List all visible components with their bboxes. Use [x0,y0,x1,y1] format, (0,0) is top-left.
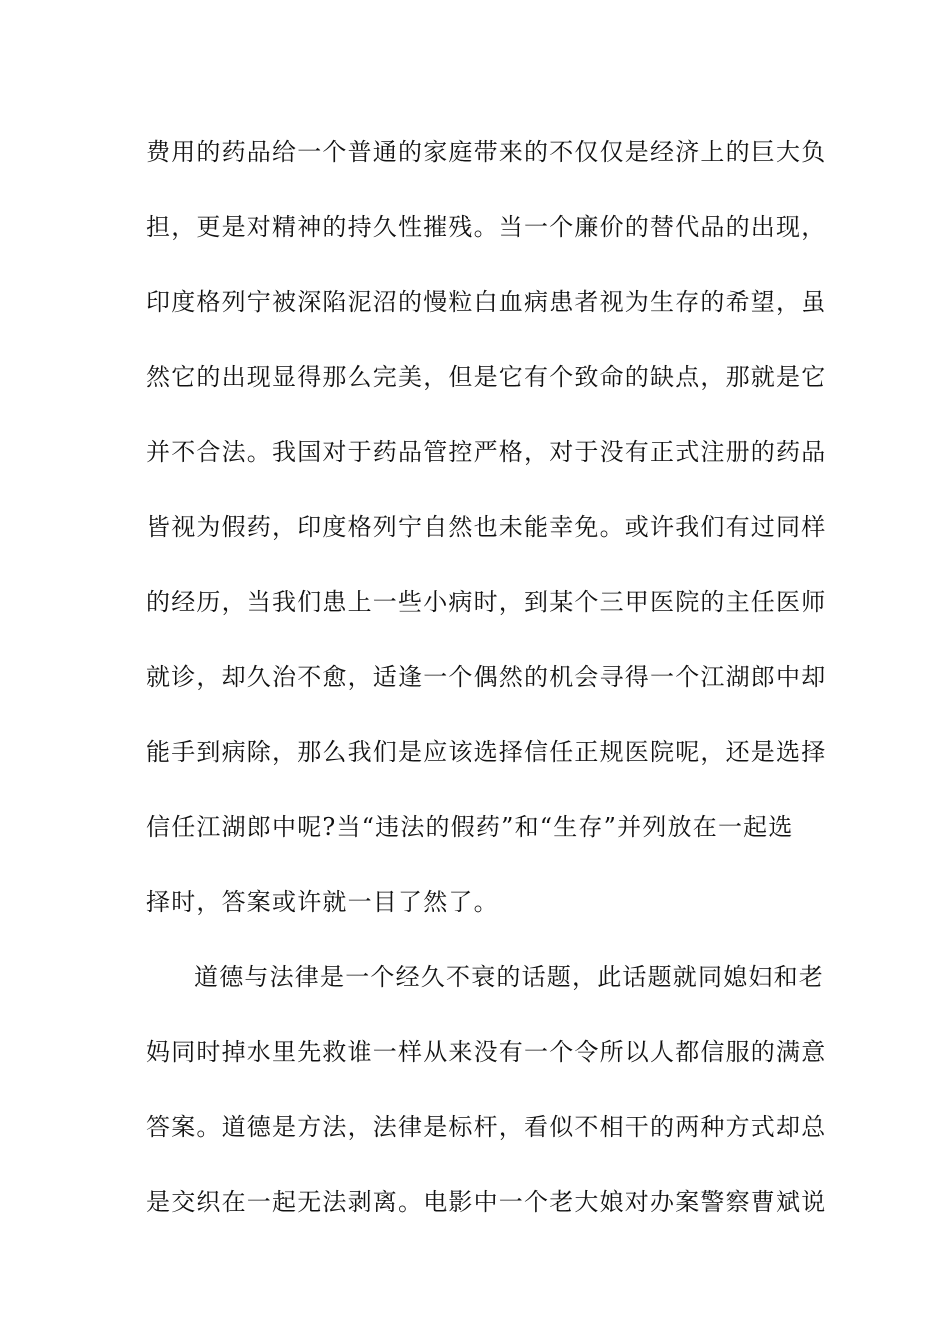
text-line: 答案。道德是方法，法律是标杆，看似不相干的两种方式却总 [146,1113,827,1141]
text-line: 皆视为假药，印度格列宁自然也未能幸免。或许我们有过同样 [146,513,827,541]
text-line: 并不合法。我国对于药品管控严格，对于没有正式注册的药品 [146,438,827,466]
text-line: 费用的药品给一个普通的家庭带来的不仅仅是经济上的巨大负 [146,138,827,166]
text-line: 能手到病除，那么我们是应该选择信任正规医院呢，还是选择 [146,738,827,766]
paragraph-start-line: 道德与法律是一个经久不衰的话题，此话题就同媳妇和老 [194,963,824,991]
text-line: 信任江湖郎中呢?当“违法的假药”和“生存”并列放在一起选 [146,813,794,841]
text-line: 然它的出现显得那么完美，但是它有个致命的缺点，那就是它 [146,363,827,391]
text-line: 的经历，当我们患上一些小病时，到某个三甲医院的主任医师 [146,588,827,616]
text-line: 担，更是对精神的持久性摧残。当一个廉价的替代品的出现， [146,213,827,241]
text-line: 择时，答案或许就一目了然了。 [146,888,499,916]
text-line: 就诊，却久治不愈，适逢一个偶然的机会寻得一个江湖郎中却 [146,663,827,691]
text-line: 是交织在一起无法剥离。电影中一个老大娘对办案警察曹斌说 [146,1188,827,1216]
text-line: 妈同时掉水里先救谁一样从来没有一个令所以人都信服的满意 [146,1038,827,1066]
text-line: 印度格列宁被深陷泥沼的慢粒白血病患者视为生存的希望，虽 [146,288,827,316]
